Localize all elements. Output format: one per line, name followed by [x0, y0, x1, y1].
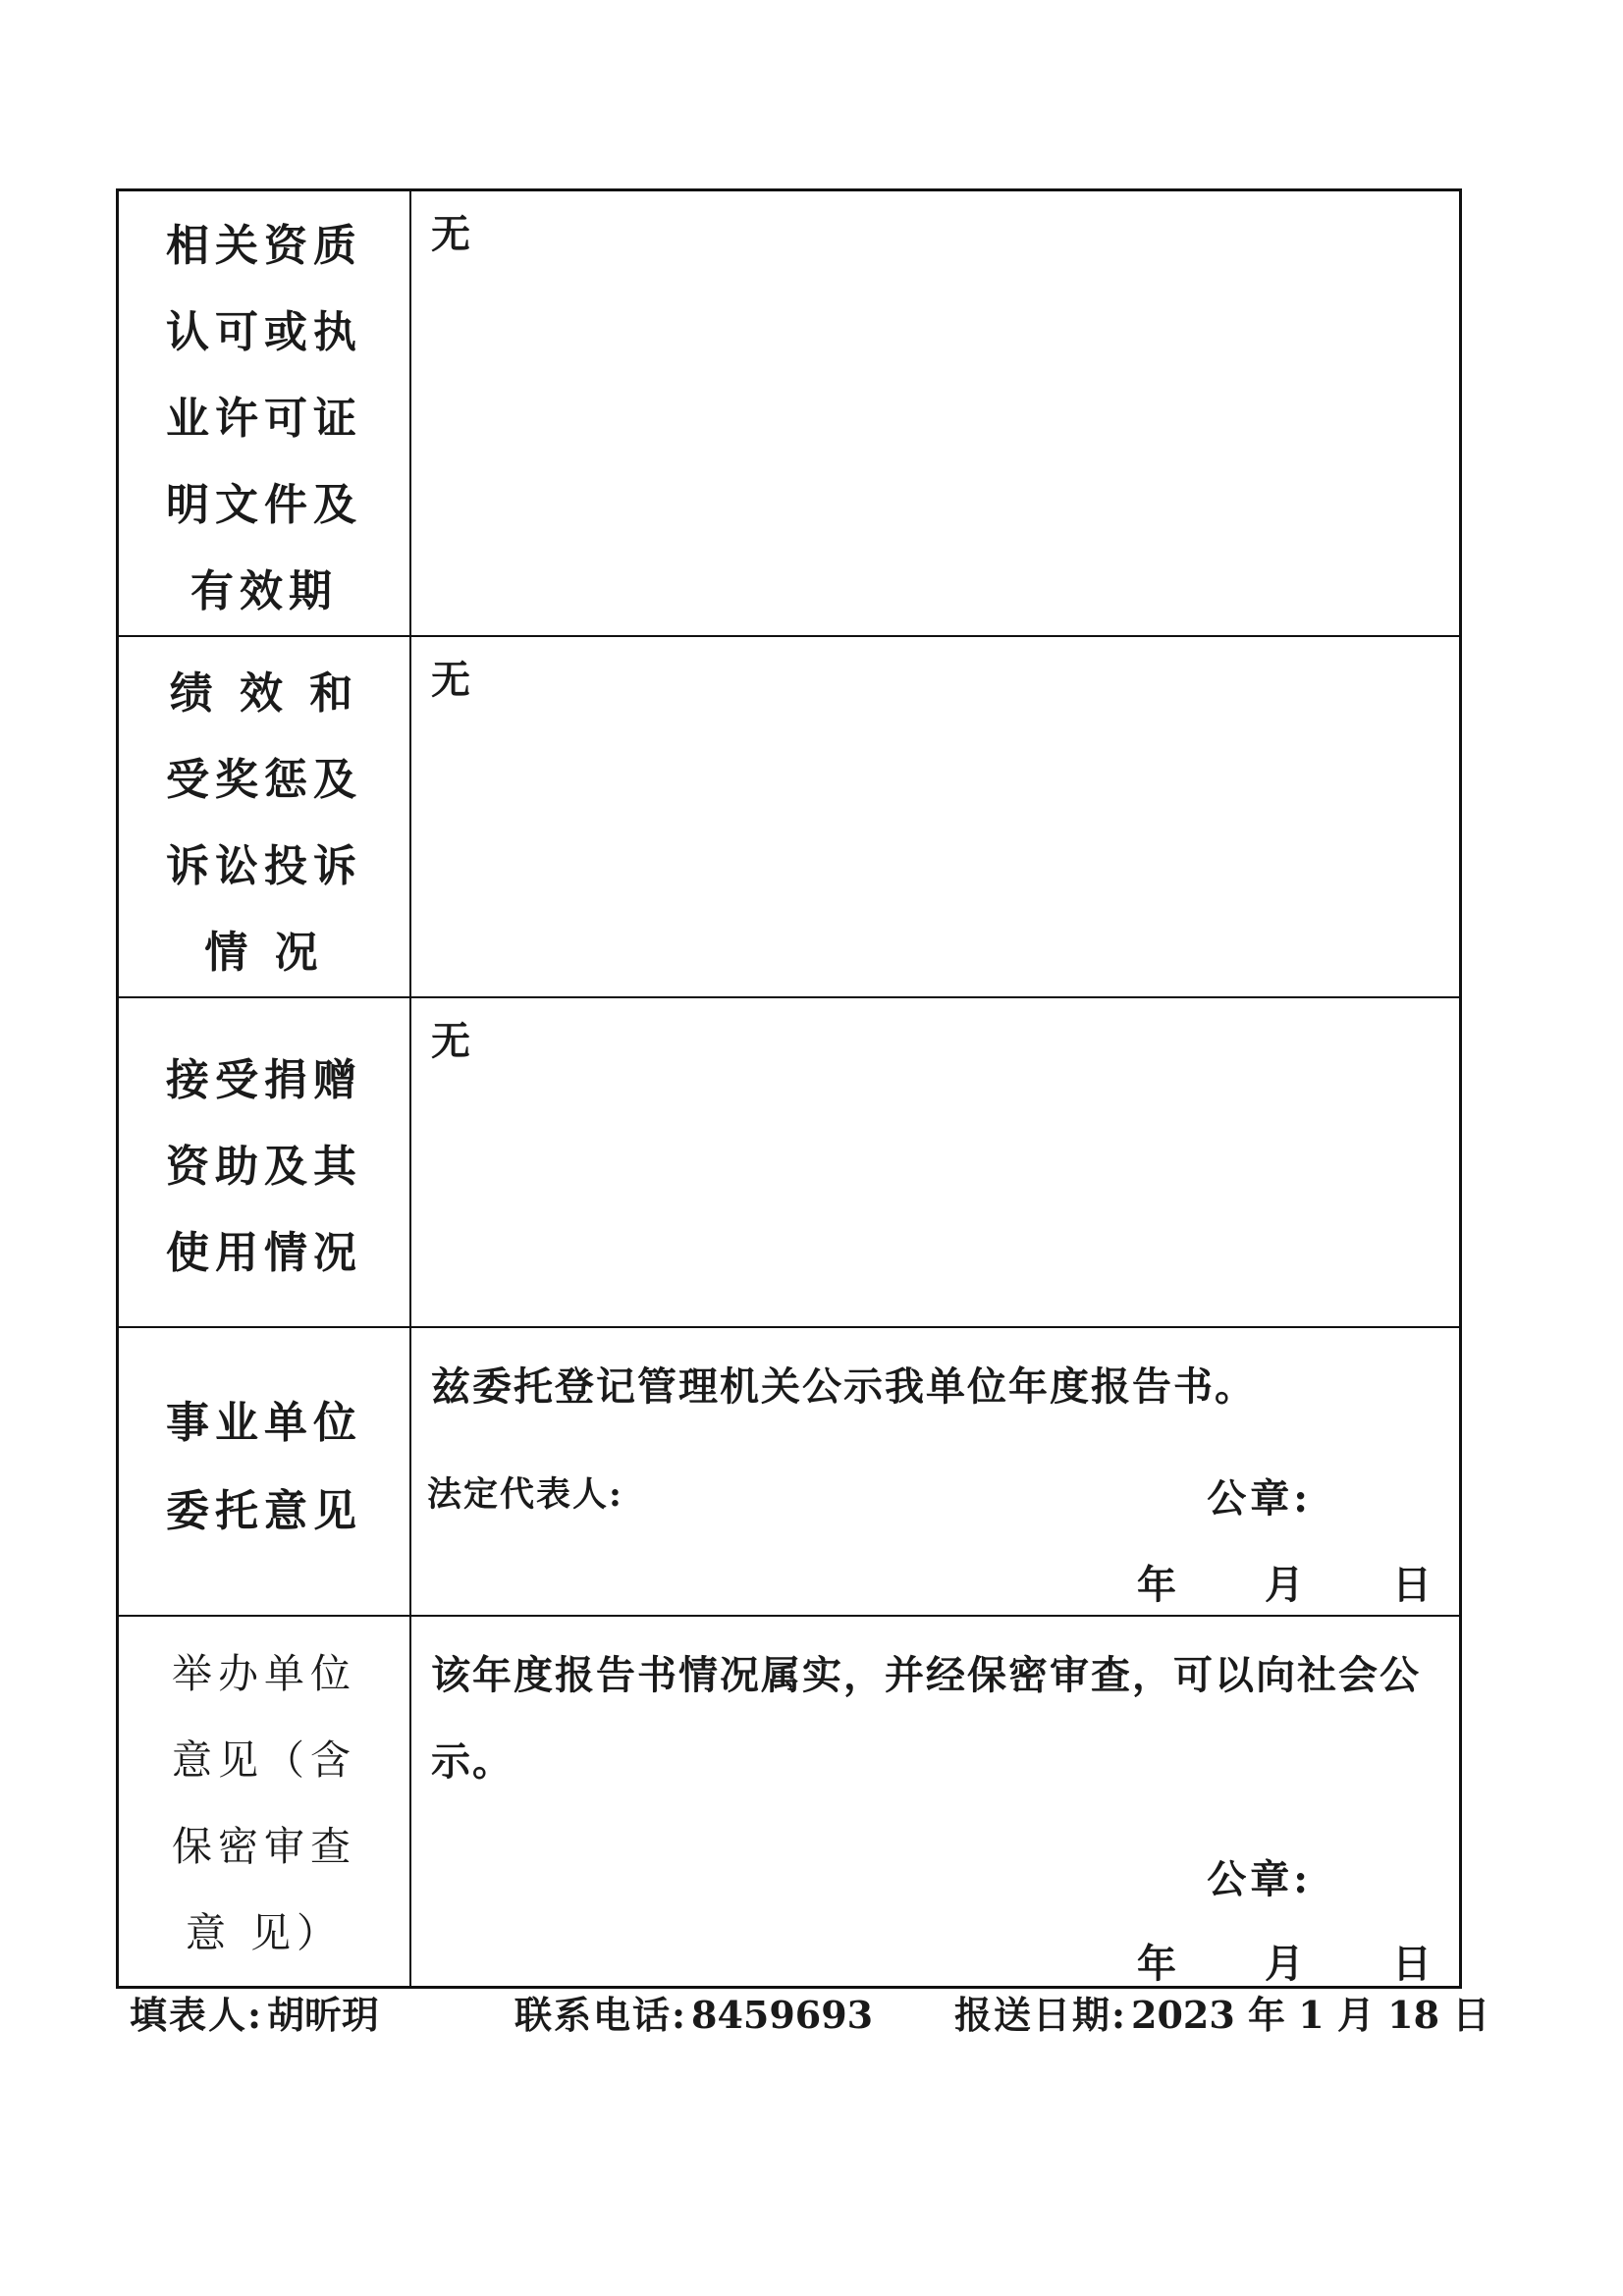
entrust-opinion-content	[411, 1328, 1459, 1615]
contact-phone-info	[514, 1985, 873, 2039]
official-seal-label: 公章:	[1207, 1856, 1312, 1902]
phone-number: 8459693	[691, 1993, 874, 2037]
date-day-label: 日	[1392, 1941, 1432, 1987]
label-cell	[118, 1616, 411, 1988]
table-row-sponsor-opinion	[118, 1616, 1461, 1988]
table-row-donations	[118, 997, 1461, 1327]
date-year-label: 年	[1137, 1941, 1176, 1987]
value-cell	[410, 636, 1461, 997]
value-cell	[410, 190, 1461, 637]
label-cell	[118, 997, 411, 1327]
row-value-qualifications: 无	[431, 211, 470, 257]
row-value-donations: 无	[431, 1018, 470, 1064]
label-cell	[118, 1327, 411, 1616]
date-month-label: 月	[1265, 1941, 1304, 1987]
row-label-donations: 接受捐赠 资助及其 使用情况	[166, 1055, 362, 1278]
table-row-performance	[118, 636, 1461, 997]
official-seal-label: 公章:	[1207, 1475, 1312, 1522]
phone-label: 联系电话:	[514, 1993, 688, 2037]
value-cell	[410, 1327, 1461, 1616]
filler-name: 胡昕玥	[267, 1993, 380, 2037]
value-cell	[410, 997, 1461, 1327]
annual-report-form-table	[116, 188, 1462, 1989]
legal-representative-label: 法定代表人:	[427, 1474, 623, 1515]
row-label-sponsor-opinion: 举办单位 意见（含 保密审查 意 见）	[172, 1650, 356, 1956]
signature-date	[1137, 1554, 1432, 1610]
sponsor-statement: 该年度报告书情况属实，并经保密审查，可以向社会公示。	[431, 1652, 1421, 1785]
submission-date-info	[954, 1985, 1489, 2039]
row-value-performance: 无	[431, 657, 470, 703]
filler-info	[130, 1985, 379, 2039]
row-label-performance: 绩 效 和 受奖惩及 诉讼投诉 情 况	[166, 668, 362, 978]
table-row-entrust-opinion	[118, 1327, 1461, 1616]
submission-date-value: 2023 年 1 月 18 日	[1131, 1993, 1490, 2037]
date-month-label: 月	[1265, 1562, 1304, 1608]
label-cell	[118, 636, 411, 997]
table-row-qualifications	[118, 190, 1461, 637]
sponsor-opinion-content	[411, 1617, 1459, 1986]
value-cell	[410, 1616, 1461, 1988]
date-day-label: 日	[1392, 1562, 1432, 1608]
row-label-entrust-opinion: 事业单位 委托意见	[166, 1398, 362, 1536]
filler-label: 填表人:	[130, 1993, 264, 2037]
signature-date	[1137, 1933, 1432, 1989]
entrust-statement: 兹委托登记管理机关公示我单位年度报告书。	[431, 1363, 1256, 1410]
submission-date-label: 报送日期:	[954, 1993, 1128, 2037]
date-year-label: 年	[1137, 1562, 1176, 1608]
label-cell	[118, 190, 411, 637]
row-label-qualifications: 相关资质 认可或执 业许可证 明文件及 有效期	[166, 221, 362, 616]
